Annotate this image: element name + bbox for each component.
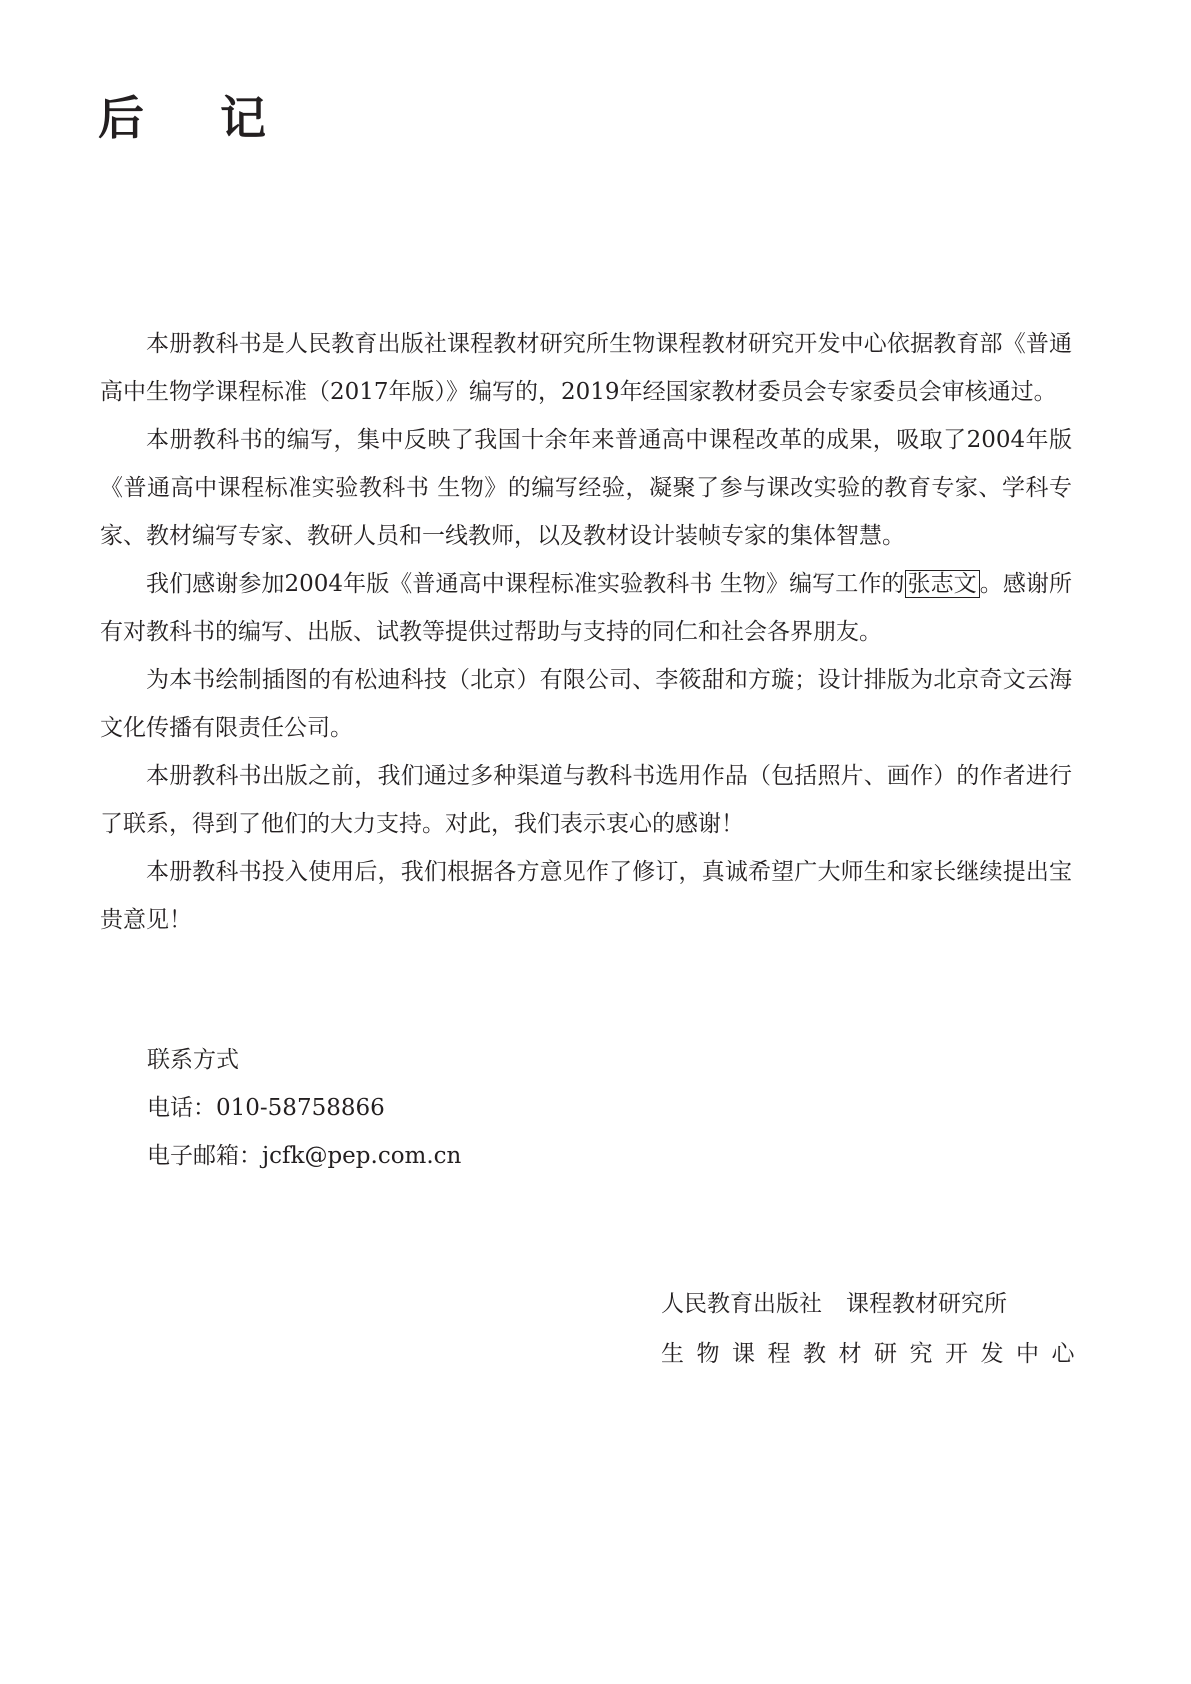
page-title: 后 记 bbox=[98, 91, 297, 145]
signature-institute: 课程教材研究所 bbox=[846, 1291, 1007, 1317]
contact-phone: 电话：010-58758866 bbox=[147, 1095, 385, 1121]
paragraph-3-after: 。感谢所有对教科书的编写、出版、试教等提供过帮助与支持的同仁和社会各界朋友。 bbox=[100, 571, 1072, 645]
paragraph-3 bbox=[100, 560, 1072, 656]
signature-line-1 bbox=[661, 1279, 1087, 1329]
contact-heading: 联系方式 bbox=[147, 1047, 239, 1073]
paragraph-1: 本册教科书是人民教育出版社课程教材研究所生物课程教材研究开发中心依据教育部《普通高中生物学课程标准（2017年版）》编写的，2019年经国家教材委员会专家委员会审核通过。 bbox=[100, 331, 1072, 405]
paragraph-6: 本册教科书投入使用后，我们根据各方意见作了修订，真诚希望广大师生和家长继续提出宝贵意见！ bbox=[100, 859, 1072, 933]
signature-center: 生物课程教材研究开发中心 bbox=[661, 1341, 1087, 1367]
contact-email: 电子邮箱：jcfk@pep.com.cn bbox=[147, 1143, 462, 1169]
paragraph-3-before: 我们感谢参加2004年版《普通高中课程标准实验教科书 生物》编写工作的 bbox=[146, 571, 905, 597]
contact-block bbox=[147, 1036, 461, 1180]
boxed-name: 张志文 bbox=[905, 570, 980, 598]
paragraph-2: 本册教科书的编写，集中反映了我国十余年来普通高中课程改革的成果，吸取了2004年版《普通高中课程标准实验教科书 生物》的编写经验，凝聚了参与课改实验的教育专家、学科专家、教材编写专家、教研人员和一线教师，以及教材设计装帧专家的集体智慧。 bbox=[100, 427, 1072, 549]
signature-block bbox=[661, 1279, 1087, 1379]
signature-publisher: 人民教育出版社 bbox=[661, 1291, 822, 1317]
body-text bbox=[100, 320, 1072, 944]
paragraph-5: 本册教科书出版之前，我们通过多种渠道与教科书选用作品（包括照片、画作）的作者进行了联系，得到了他们的大力支持。对此，我们表示衷心的感谢！ bbox=[100, 763, 1072, 837]
paragraph-4: 为本书绘制插图的有松迪科技（北京）有限公司、李筱甜和方璇；设计排版为北京奇文云海文化传播有限责任公司。 bbox=[100, 667, 1072, 741]
